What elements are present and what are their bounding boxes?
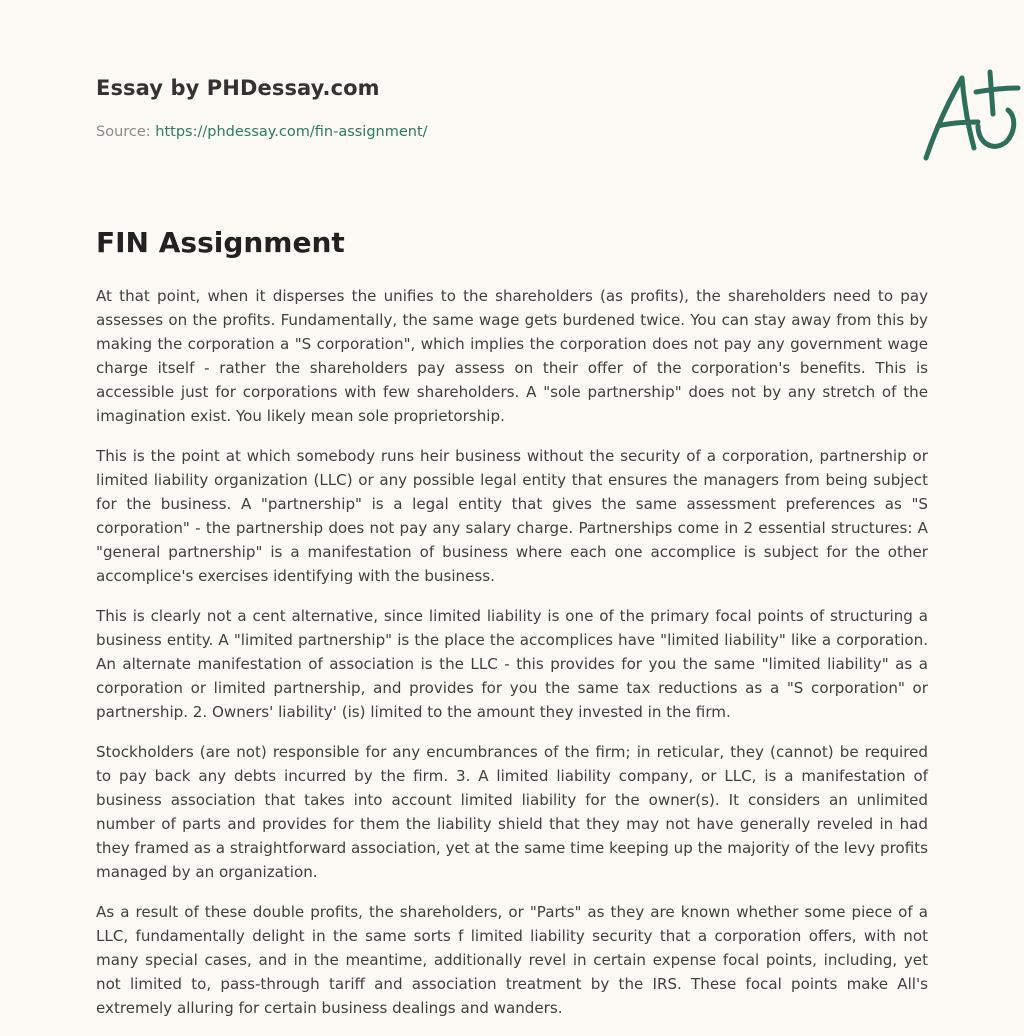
source-label: Source:	[96, 124, 156, 140]
paragraph: Stockholders (are not) responsible for any encumbrances of the firm; in reticular, they (cannot) be required to pay back any debts incurred by the firm. 3. A limited liability company, or LLC, is a manifestation of business association that takes into account limited liability for the owner(s). It considers an unlimited number of parts and provides for them the liability shield that they may not have generally reveled in had they framed as a straightforward association, yet at the same time keeping up the majority of the levy profits managed by an organization.	[96, 743, 928, 881]
site-brand: Essay by PHDessay.com	[96, 76, 380, 100]
article-body	[96, 284, 928, 1036]
paragraph: At that point, when it disperses the unifies to the shareholders (as profits), the shareholders need to pay assesses on the profits. Fundamentally, the same wage gets burdened twice. You can stay away from this by making the corporation a "S corporation", which implies the corporation does not pay any government wage charge itself - rather the shareholders pay assess on their offer of the corporation's benefits. This is accessible just for corporations with few shareholders. A "sole partnership" does not by any stretch of the imagination exist. You likely mean sole proprietorship.	[96, 287, 928, 425]
paragraph: This is the point at which somebody runs heir business without the security of a corporation, partnership or limited liability organization (LLC) or any possible legal entity that ensures the managers from being subject for the business. A "partnership" is a legal entity that gives the same assessment preferences as "S corporation" - the partnership does not pay any salary charge. Partnerships come in 2 essential structures: A "general partnership" is a manifestation of business where each one accomplice is subject for the other accomplice's exercises identifying with the business.	[96, 447, 928, 585]
source-line	[96, 124, 428, 140]
paragraph: As a result of these double profits, the shareholders, or "Parts" as they are known whether some piece of a LLC, fundamentally delight in the same sorts f limited liability security that a corporation offers, with not many special cases, and in the meantime, additionally revel in certain expense focal points, including, yet not limited to, pass-through tariff and association treatment by the IRS. These focal points make All's extremely alluring for certain business dealings and wanders.	[96, 903, 928, 1017]
paragraph: This is clearly not a cent alternative, since limited liability is one of the primary focal points of structuring a business entity. A "limited partnership" is the place the accomplices have "limited liability" like a corporation. An alternate manifestation of association is the LLC - this provides for you the same "limited liability" as a corporation or limited partnership, and provides for you the same tax reductions as a "S corporation" or partnership. 2. Owners' liability' (is) limited to the amount they invested in the firm.	[96, 607, 928, 721]
a-plus-logo-icon	[920, 68, 1024, 164]
page-title: FIN Assignment	[96, 226, 345, 259]
source-link[interactable]: https://phdessay.com/fin-assignment/	[155, 124, 428, 140]
